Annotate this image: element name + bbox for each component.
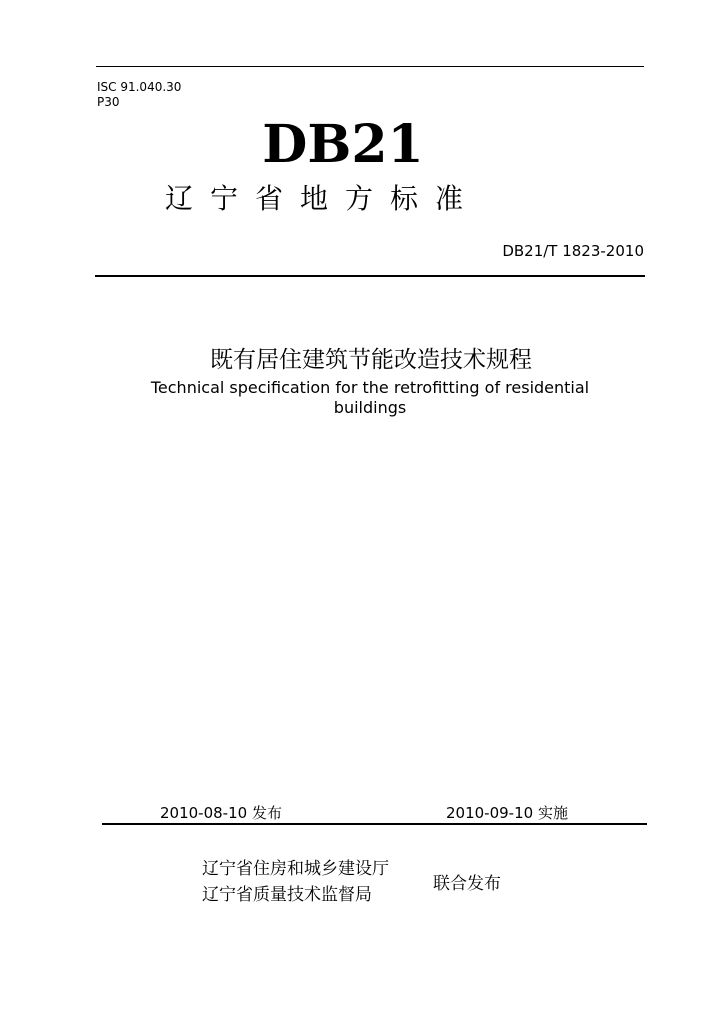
implement-date: 2010-09-10 实施 — [446, 804, 568, 822]
standard-type: 辽宁省地方标准 — [165, 182, 481, 215]
standard-code: DB21 — [262, 114, 424, 175]
publish-date: 2010-08-10 发布 — [160, 804, 282, 822]
title-english: Technical specification for the retrofitting of residential buildings — [150, 378, 590, 417]
ics-code: ISC 91.040.30 — [97, 80, 182, 94]
issuing-authorities — [202, 856, 389, 908]
title-chinese: 既有居住建筑节能改造技术规程 — [210, 347, 532, 373]
issuer-quality-bureau: 辽宁省质量技术监督局 — [202, 885, 372, 905]
joint-release-label: 联合发布 — [433, 874, 501, 894]
standard-number: DB21/T 1823-2010 — [502, 242, 644, 260]
footer-rule — [102, 823, 647, 825]
ccs-code: P30 — [97, 95, 120, 109]
issuer-housing-dept: 辽宁省住房和城乡建设厅 — [202, 859, 389, 879]
top-rule — [96, 66, 644, 67]
header-rule — [95, 275, 645, 277]
